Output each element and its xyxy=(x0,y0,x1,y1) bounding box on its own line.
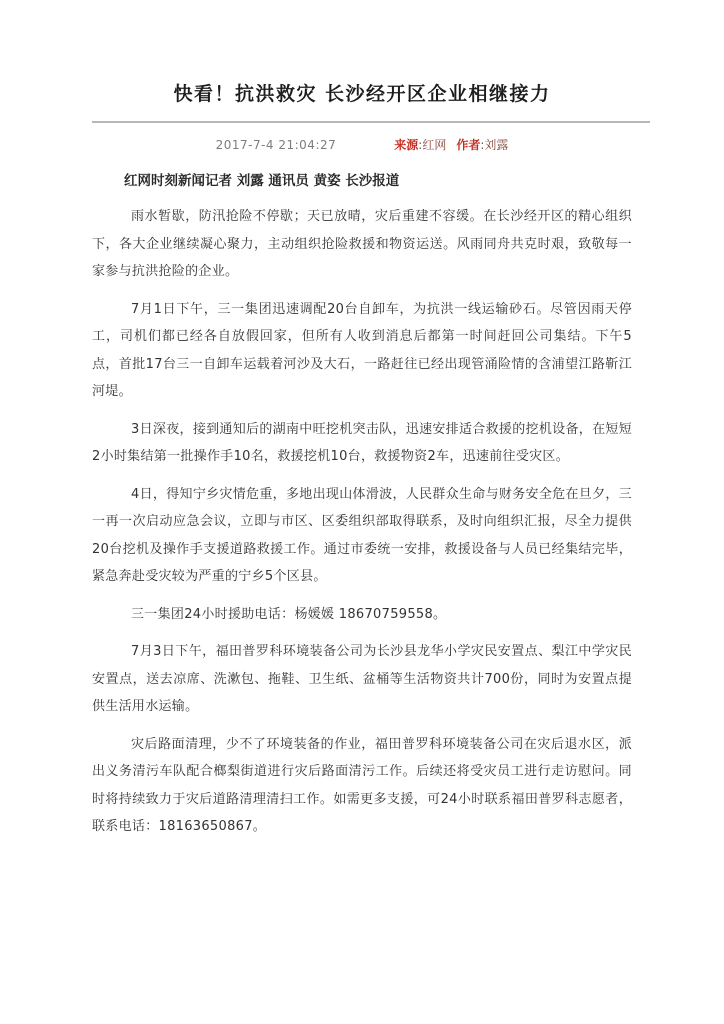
paragraph-futian-supplies: 7月3日下午，福田普罗科环境装备公司为长沙县龙华小学灾民安置点、梨江中学灾民安置点，送去凉席、洗漱包、拖鞋、卫生纸、盆桶等生活物资共计700份，同时为安置点提供生活用水运输。 xyxy=(92,644,632,714)
article-title: 快看！抗洪救灾 长沙经开区企业相继接力 xyxy=(173,83,551,105)
byline: 红网时刻新闻记者 刘露 通讯员 黄姿 长沙报道 xyxy=(124,173,400,189)
source-value: 红网 xyxy=(422,138,447,152)
paragraph-ningxiang-rescue: 4日，得知宁乡灾情危重，多地出现山体滑波，人民群众生命与财务安全危在旦夕，三一再一次启动应急会议，立即与市区、区委组织部取得联系，及时向组织汇报，尽全力提供20台挖机及操作手支援道路救援工作。通过市委统一安排，救援设备与人员已经集结完毕，紧急奔赴受灾较为严重的宁乡5个区县。 xyxy=(92,486,632,584)
paragraph-futian-cleanup: 灾后路面清理，少不了环境装备的作业，福田普罗科环境装备公司在灾后退水区，派出义务清污车队配合榔梨街道进行灾后路面清污工作。后续还将受灾员工进行走访慰问。同时将持续致力于灾后道路清理清扫工作。如需更多支援，可24小时联系福田普罗科志愿者，联系电话：18163650867。 xyxy=(92,736,632,834)
source-colon: : xyxy=(418,138,423,152)
article-meta xyxy=(92,136,632,154)
article-body xyxy=(92,203,632,841)
publish-datetime: 2017-7-4 21:04:27 xyxy=(215,138,337,152)
article-content xyxy=(92,82,632,841)
paragraph-sany-hotline: 三一集团24小时援助电话：杨媛媛 18670759558。 xyxy=(131,606,447,622)
title-divider xyxy=(92,121,650,123)
author-label: 作者 xyxy=(456,138,481,152)
paragraph-intro: 雨水暂歇，防汛抢险不停歇；天已放晴，灾后重建不容缓。在长沙经开区的精心组织下，各大企业继续凝心聚力，主动组织抢险救援和物资运送。风雨同舟共克时艰，致敬每一家参与抗洪抢险的企业。 xyxy=(92,209,632,279)
paragraph-zhongwang-excavators: 3日深夜，接到通知后的湖南中旺挖机突击队，迅速安排适合救援的挖机设备，在短短2小时集结第一批操作手10名，救援挖机10台，救援物资2车，迅速前往受灾区。 xyxy=(92,421,632,464)
author-value: 刘露 xyxy=(484,138,509,152)
source-author-block xyxy=(394,136,508,154)
source-label: 来源 xyxy=(394,138,419,152)
author-colon: : xyxy=(480,138,485,152)
paragraph-sany-trucks: 7月1日下午，三一集团迅速调配20台自卸车，为抗洪一线运输砂石。尽管因雨天停工，司机们都已经各自放假回家，但所有人收到消息后都第一时间赶回公司集结。下午5点，首批17台三一自卸车运载着河沙及大石，一路赶往已经出现管涌险情的含浦望江路靳江河堤。 xyxy=(92,301,632,399)
